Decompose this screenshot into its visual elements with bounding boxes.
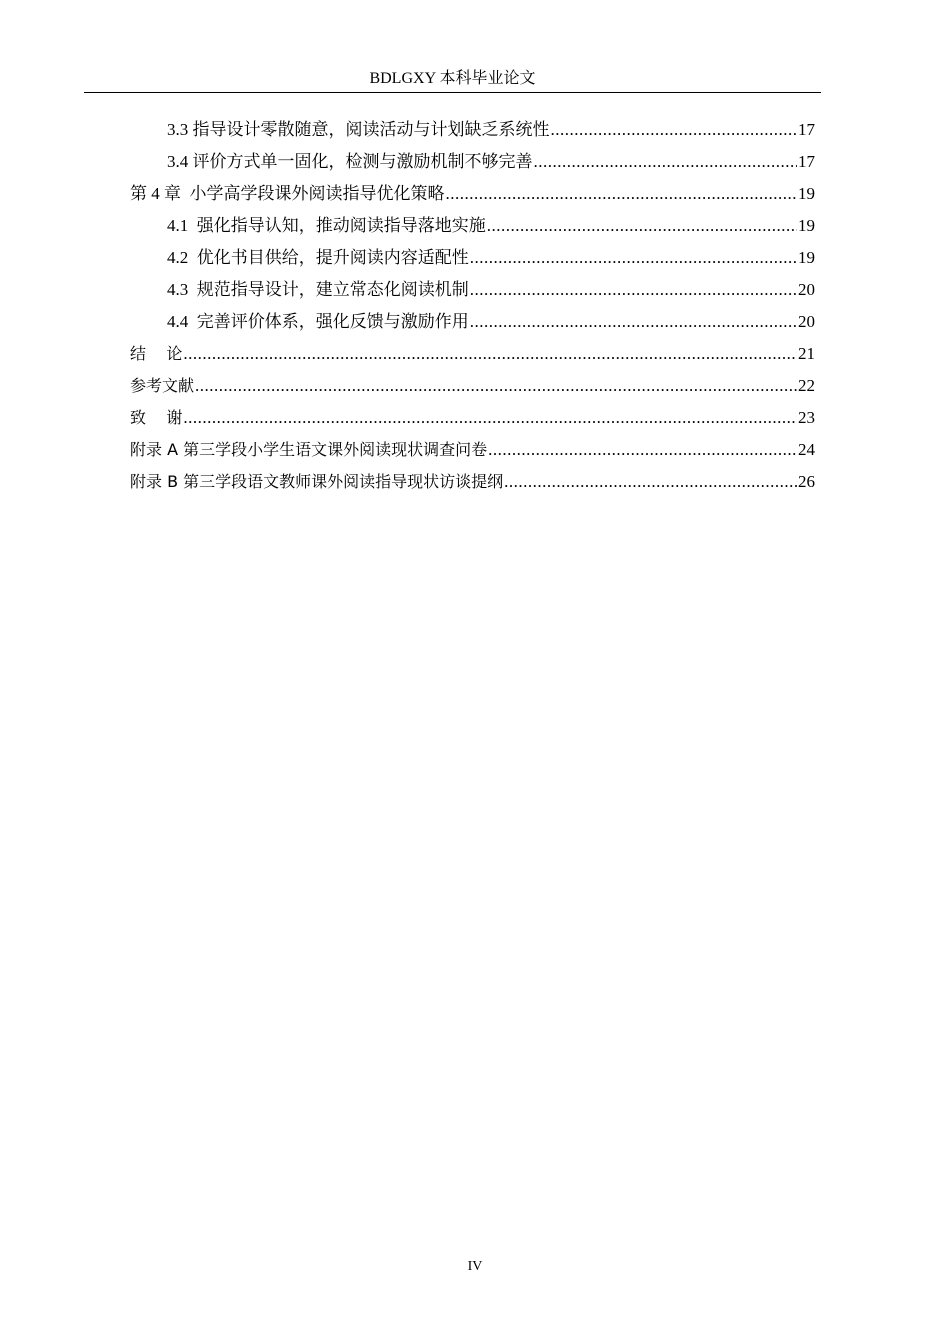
page-number: IV (467, 1259, 483, 1274)
toc-entry-appendix-a[interactable] (130, 436, 815, 468)
toc-entry-4-2[interactable] (130, 244, 815, 276)
toc-entry-page: 19 (798, 184, 815, 203)
toc-entry-title: 参考文献 (130, 376, 195, 395)
toc-entry-title: 3.4 评价方式单一固化，检测与激励机制不够完善 (167, 152, 533, 171)
toc-entry-4-1[interactable] (130, 212, 815, 244)
toc-entry-page: 24 (798, 440, 815, 459)
toc-leader-dots (470, 308, 797, 336)
header-title: BDLGXY 本科毕业论文 (369, 70, 536, 87)
toc-entry-3-4[interactable] (130, 148, 815, 180)
toc-entry-page: 21 (798, 344, 815, 363)
toc-entry-page: 17 (798, 152, 815, 171)
toc-entry-page: 17 (798, 120, 815, 139)
toc-entry-title: 4.3 规范指导设计，建立常态化阅读机制 (167, 280, 469, 299)
toc-entry-title: 4.1 强化指导认知，推动阅读指导落地实施 (167, 216, 486, 235)
toc-leader-dots (470, 244, 797, 272)
toc-entry-page: 22 (798, 376, 815, 395)
toc-leader-dots (487, 212, 797, 240)
toc-entry-references[interactable] (130, 372, 815, 404)
toc-entry-page: 19 (798, 248, 815, 267)
toc-entry-page: 23 (798, 408, 815, 427)
toc-leader-dots (534, 148, 798, 176)
table-of-contents (130, 116, 815, 500)
toc-leader-dots (183, 404, 797, 432)
toc-leader-dots (504, 468, 797, 496)
toc-entry-3-3[interactable] (130, 116, 815, 148)
toc-entry-title: 第 4 章 小学高学段课外阅读指导优化策略 (130, 184, 445, 203)
toc-entry-conclusion[interactable] (130, 340, 815, 372)
toc-entry-title: 3.3 指导设计零散随意，阅读活动与计划缺乏系统性 (167, 120, 550, 139)
toc-leader-dots (183, 340, 797, 368)
toc-entry-title: 4.2 优化书目供给，提升阅读内容适配性 (167, 248, 469, 267)
toc-entry-4-3[interactable] (130, 276, 815, 308)
toc-leader-dots (488, 436, 797, 464)
page-footer (0, 1259, 950, 1275)
toc-entry-title: 致 谢 (130, 408, 183, 427)
toc-entry-page: 19 (798, 216, 815, 235)
toc-entry-title: 附录 B 第三学段语文教师课外阅读指导现状访谈提纲 (130, 472, 504, 491)
page-header (84, 66, 821, 93)
toc-entry-title: 结 论 (130, 344, 183, 363)
toc-entry-title: 附录 A 第三学段小学生语文课外阅读现状调查问卷 (130, 440, 488, 459)
toc-entry-page: 26 (798, 472, 815, 491)
toc-entry-page: 20 (798, 312, 815, 331)
toc-leader-dots (470, 276, 797, 304)
toc-entry-title: 4.4 完善评价体系，强化反馈与激励作用 (167, 312, 469, 331)
toc-leader-dots (551, 116, 798, 144)
toc-leader-dots (195, 372, 797, 400)
toc-entry-acknowledgements[interactable] (130, 404, 815, 436)
toc-entry-appendix-b[interactable] (130, 468, 815, 500)
toc-entry-4-4[interactable] (130, 308, 815, 340)
toc-leader-dots (446, 180, 798, 208)
toc-entry-page: 20 (798, 280, 815, 299)
toc-entry-chapter-4[interactable] (130, 180, 815, 212)
